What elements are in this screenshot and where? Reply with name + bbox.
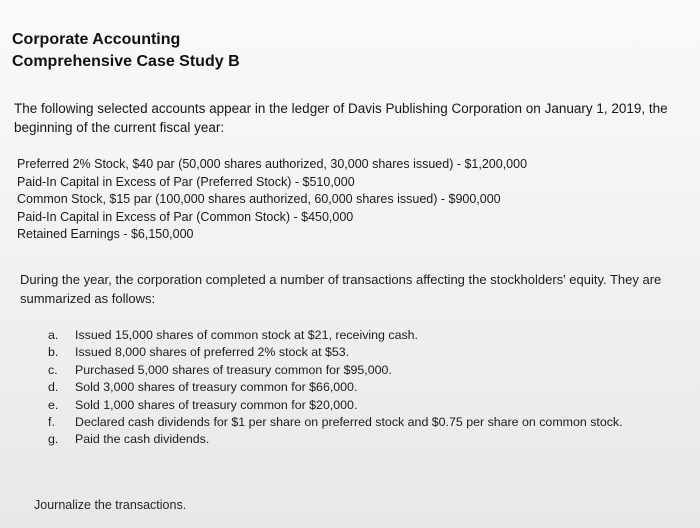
transaction-item <box>48 362 678 379</box>
account-line: Paid-In Capital in Excess of Par (Preferred Stock) - $510,000 <box>17 174 355 189</box>
intro-paragraph: The following selected accounts appear in the ledger of Davis Publishing Corporation on January 1, 2019, the beginning of the current fiscal year: <box>14 101 668 135</box>
transaction-letter: d. <box>48 380 59 395</box>
accounts-list <box>17 156 527 244</box>
transaction-item <box>48 344 678 361</box>
transaction-item <box>48 414 678 431</box>
transaction-item <box>48 379 678 396</box>
transaction-item <box>48 327 678 344</box>
transaction-letter: b. <box>48 345 59 360</box>
transaction-letter: e. <box>48 397 59 412</box>
transaction-text: Declared cash dividends for $1 per share on preferred stock and $0.75 per share on common stock. <box>75 415 623 430</box>
transaction-letter: g. <box>48 432 59 447</box>
transaction-text: Issued 8,000 shares of preferred 2% stock at $53. <box>75 345 350 360</box>
account-line: Paid-In Capital in Excess of Par (Common Stock) - $450,000 <box>17 209 354 224</box>
transaction-text: Sold 3,000 shares of treasury common for $66,000. <box>75 380 358 395</box>
title-line-1: Corporate Accounting <box>12 31 181 48</box>
account-line: Common Stock, $15 par (100,000 shares authorized, 60,000 shares issued) - $900,000 <box>17 192 501 207</box>
transaction-letter: c. <box>48 362 58 377</box>
account-line: Retained Earnings - $6,150,000 <box>17 227 194 242</box>
transaction-text: Sold 1,000 shares of treasury common for $20,000. <box>75 397 358 412</box>
during-paragraph: During the year, the corporation completed a number of transactions affecting the stockholders' equity. They are summarized as follows: <box>20 272 662 306</box>
transactions-list <box>48 327 678 449</box>
page-title <box>12 29 240 73</box>
instruction-text: Journalize the transactions. <box>34 498 187 512</box>
transaction-text: Purchased 5,000 shares of treasury common for $95,000. <box>75 362 392 377</box>
transaction-item <box>48 431 678 448</box>
account-line: Preferred 2% Stock, $40 par (50,000 shares authorized, 30,000 shares issued) - $1,200,000 <box>17 157 528 171</box>
transaction-text: Issued 15,000 shares of common stock at $21, receiving cash. <box>75 328 418 342</box>
transaction-letter: a. <box>48 328 59 342</box>
transaction-item <box>48 397 678 414</box>
transaction-letter: f. <box>48 415 55 430</box>
title-line-2: Comprehensive Case Study B <box>12 53 240 70</box>
transaction-text: Paid the cash dividends. <box>75 432 210 447</box>
